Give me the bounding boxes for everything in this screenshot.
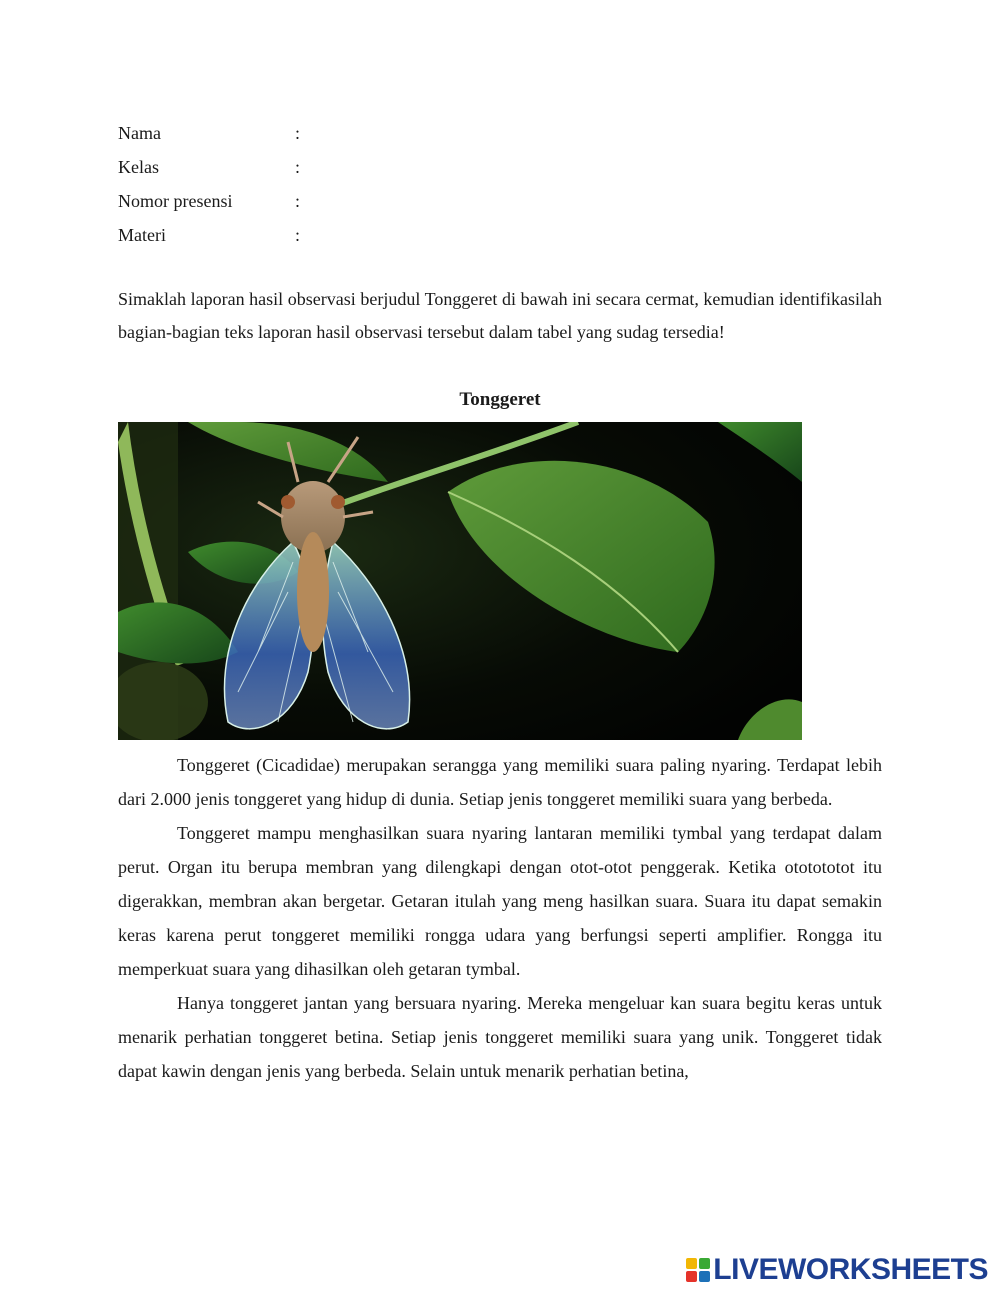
field-label: Materi <box>118 224 166 245</box>
field-colon: : <box>295 122 301 143</box>
article-body <box>118 748 882 1088</box>
article-paragraph: Tonggeret (Cicadidae) merupakan serangga yang memiliki suara paling nyaring. Terdapat lebih dari 2.000 jenis tonggeret yang hidup di dunia. Setiap jenis tonggeret memiliki suara yang berbeda. <box>118 755 882 809</box>
field-materi <box>118 218 882 252</box>
field-label: Nomor presensi <box>118 190 233 211</box>
article-paragraph: Tonggeret mampu menghasilkan suara nyaring lantaran memiliki tymbal yang terdapat dalam perut. Organ itu berupa membran yang dilengkapi dengan otot-otot penggerak. Ketika ototototot itu digerakkan, membran akan bergetar. Getaran itulah yang meng hasilkan suara. Suara itu dapat semakin keras karena perut tonggeret memiliki rongga udara yang berfungsi seperti amplifier. Rongga itu memperkuat suara yang dihasilkan oleh getaran tymbal. <box>118 823 882 979</box>
field-colon: : <box>295 156 301 177</box>
logo-text: LIVEWORKSHEETS <box>713 1253 988 1286</box>
field-nomor-presensi <box>118 184 882 218</box>
field-label: Kelas <box>118 156 159 177</box>
article-title: Tonggeret <box>459 389 541 410</box>
logo-block-i <box>699 1258 710 1269</box>
field-colon: : <box>295 190 301 211</box>
article-paragraph: Hanya tonggeret jantan yang bersuara nyaring. Mereka mengeluar kan suara begitu keras untuk menarik perhatian tonggeret betina. Setiap jenis tonggeret memiliki suara yang unik. Tonggeret tidak dapat kawin dengan jenis yang berbeda. Selain untuk menarik perhatian betina, <box>118 993 882 1081</box>
field-nama <box>118 116 882 150</box>
logo-block-e <box>699 1271 710 1282</box>
logo-blocks <box>686 1258 710 1282</box>
field-colon: : <box>295 224 301 245</box>
field-label: Nama <box>118 122 161 143</box>
logo-block-l <box>686 1258 697 1269</box>
cicada-photo <box>118 422 802 740</box>
liveworksheets-logo[interactable] <box>686 1254 988 1286</box>
student-info-fields <box>118 116 882 252</box>
logo-block-v <box>686 1271 697 1282</box>
instruction-text: Simaklah laporan hasil observasi berjudul Tonggeret di bawah ini secara cermat, kemudian identifikasilah bagian-bagian teks laporan hasil observasi tersebut dalam tabel yang sudag tersedia! <box>118 289 882 342</box>
field-kelas <box>118 150 882 184</box>
